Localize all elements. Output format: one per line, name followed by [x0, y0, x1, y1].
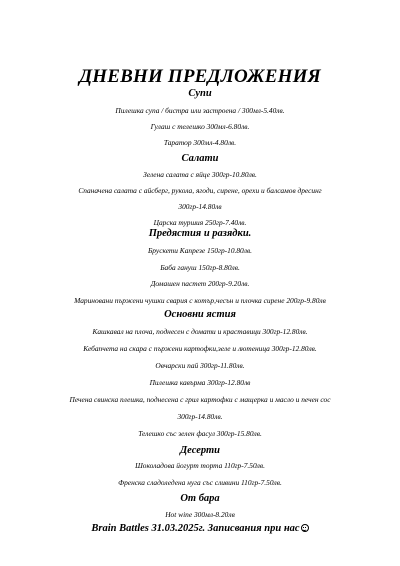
section-heading-mains: Основни ястия	[164, 309, 236, 320]
menu-item: Пилешка супа / бистра или застроена / 300мл-5.40лв.	[115, 106, 285, 115]
menu-item: Баба гануш 150гр-8.80лв.	[160, 262, 240, 272]
menu-item: Овчарски пай 300гр-11.80лв.	[155, 361, 245, 370]
smiley-icon	[301, 524, 309, 532]
section-heading-appetizers: Предястия и разядки.	[148, 228, 252, 239]
menu-item: Шоколадова йогурт торта 110гр-7.50лв.	[135, 461, 265, 470]
menu-item: Брускети Капрезе 150гр-10.80лв.	[147, 246, 253, 255]
event-text: Brain Battles 31.03.2025г. Записвания при нас	[91, 523, 300, 534]
menu-item: Печена свинска плешка, поднесена с грил картофки с мащерка и масло и печен сос	[69, 395, 331, 404]
menu-item: Телешко със зелен фасул 300гр-15.80лв.	[138, 429, 262, 438]
menu-item: Домашен пастет 200гр-9.20лв.	[150, 279, 250, 288]
menu-item: Спаначена салата с айсберг, рукола, ягоди, сирене, орехи и балсамов дресинг	[78, 186, 322, 195]
page-title: ДНЕВНИ ПРЕДЛОЖЕНИЯ	[79, 66, 321, 87]
menu-item: Пилешка кавърма 300гр-12.80лв	[149, 378, 251, 387]
menu-item: Таратор 300мл-4.80лв.	[163, 138, 237, 147]
menu-item: Кашкавал на плоча, поднесен с домати и краставици 300гр-12.80лв.	[92, 327, 308, 336]
section-heading-soups: Супи	[188, 88, 212, 99]
section-heading-desserts: Десерти	[180, 445, 220, 456]
event-announcement	[0, 523, 400, 534]
menu-item: Кебапчета на скара с пържени картофки,зеле и лютеница 300гр-12.80лв.	[83, 344, 317, 353]
menu-item: Мариновани пържени чушки свария с котър,чесън и плочка сирене 200гр-9.80лв	[74, 295, 326, 305]
menu-item: 300гр-14.80лв.	[177, 412, 223, 421]
menu-item: Царска туршия 250гр-7.40лв.	[153, 218, 247, 227]
section-heading-bar: От бара	[180, 493, 220, 504]
menu-item: Зелена салата с яйце 300гр-10.80лв.	[143, 170, 257, 179]
menu-item: 300гр-14.80лв	[178, 202, 222, 211]
section-heading-salads: Салати	[181, 153, 219, 164]
menu-item: Френска сладоледена нуга със сливини 110гр-7.50лв.	[118, 478, 282, 487]
menu-item: Hot wine 300мл-8.20лв	[165, 510, 235, 519]
menu-item: Гулаш с телешко 300мл-6.80лв.	[150, 122, 250, 131]
